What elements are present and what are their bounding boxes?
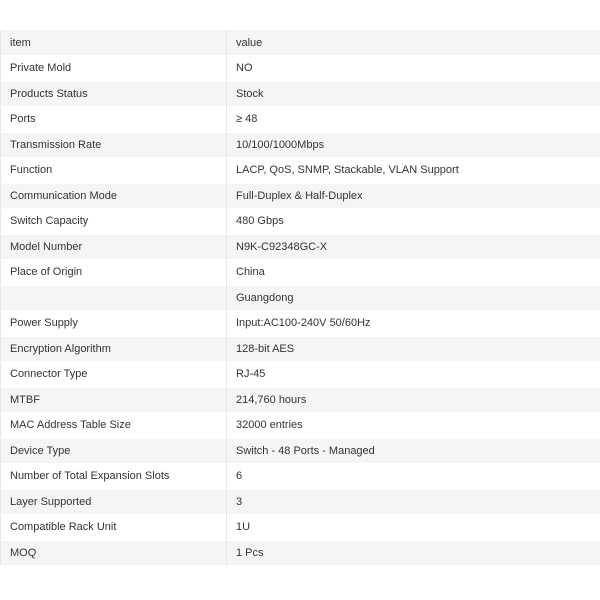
row-item: Ports bbox=[1, 107, 227, 133]
header-item: item bbox=[1, 30, 227, 56]
row-value: Full-Duplex & Half-Duplex bbox=[227, 183, 600, 209]
row-value: Switch - 48 Ports - Managed bbox=[227, 438, 600, 464]
row-item: Transmission Rate bbox=[1, 132, 227, 158]
table-row bbox=[1, 132, 600, 158]
table-row bbox=[1, 158, 600, 184]
table-row bbox=[1, 183, 600, 209]
row-item: Function bbox=[1, 158, 227, 184]
row-item: Communication Mode bbox=[1, 183, 227, 209]
row-item: Place of Origin bbox=[1, 260, 227, 286]
table-row bbox=[1, 387, 600, 413]
row-item: Encryption Algorithm bbox=[1, 336, 227, 362]
table-row bbox=[1, 362, 600, 388]
table-row bbox=[1, 489, 600, 515]
table-row bbox=[1, 540, 600, 566]
row-value: LACP, QoS, SNMP, Stackable, VLAN Support bbox=[227, 158, 600, 184]
table-row bbox=[1, 260, 600, 286]
row-value: RJ-45 bbox=[227, 362, 600, 388]
row-value: ≥ 48 bbox=[227, 107, 600, 133]
table-row bbox=[1, 81, 600, 107]
row-value: China bbox=[227, 260, 600, 286]
row-value: 128-bit AES bbox=[227, 336, 600, 362]
row-item: Model Number bbox=[1, 234, 227, 260]
row-value: Stock bbox=[227, 81, 600, 107]
row-value: N9K-C92348GC-X bbox=[227, 234, 600, 260]
row-item: Device Type bbox=[1, 438, 227, 464]
row-value: 214,760 hours bbox=[227, 387, 600, 413]
row-value: 10/100/1000Mbps bbox=[227, 132, 600, 158]
row-item: Connector Type bbox=[1, 362, 227, 388]
row-value: 32000 entries bbox=[227, 413, 600, 439]
table-row bbox=[1, 56, 600, 82]
table-row bbox=[1, 107, 600, 133]
table-row bbox=[1, 285, 600, 311]
row-value: Input:AC100-240V 50/60Hz bbox=[227, 311, 600, 337]
row-value: 1 Pcs bbox=[227, 540, 600, 566]
row-value: 6 bbox=[227, 464, 600, 490]
row-item: Private Mold bbox=[1, 56, 227, 82]
table-row bbox=[1, 438, 600, 464]
table-row bbox=[1, 209, 600, 235]
row-item: MTBF bbox=[1, 387, 227, 413]
table-header-row bbox=[1, 30, 600, 56]
row-item: Products Status bbox=[1, 81, 227, 107]
row-value: 480 Gbps bbox=[227, 209, 600, 235]
row-item: Switch Capacity bbox=[1, 209, 227, 235]
row-value: 3 bbox=[227, 489, 600, 515]
row-value: Guangdong bbox=[227, 285, 600, 311]
table-row bbox=[1, 464, 600, 490]
table-row bbox=[1, 413, 600, 439]
table-row bbox=[1, 515, 600, 541]
row-item bbox=[1, 285, 227, 311]
row-value: NO bbox=[227, 56, 600, 82]
table-row bbox=[1, 234, 600, 260]
table-row bbox=[1, 336, 600, 362]
row-value: 1U bbox=[227, 515, 600, 541]
row-item: Number of Total Expansion Slots bbox=[1, 464, 227, 490]
table-row bbox=[1, 311, 600, 337]
row-item: Power Supply bbox=[1, 311, 227, 337]
header-value: value bbox=[227, 30, 600, 56]
row-item: MOQ bbox=[1, 540, 227, 566]
spec-sheet bbox=[0, 30, 600, 570]
spec-table bbox=[0, 30, 600, 566]
row-item: Compatible Rack Unit bbox=[1, 515, 227, 541]
row-item: MAC Address Table Size bbox=[1, 413, 227, 439]
row-item: Layer Supported bbox=[1, 489, 227, 515]
